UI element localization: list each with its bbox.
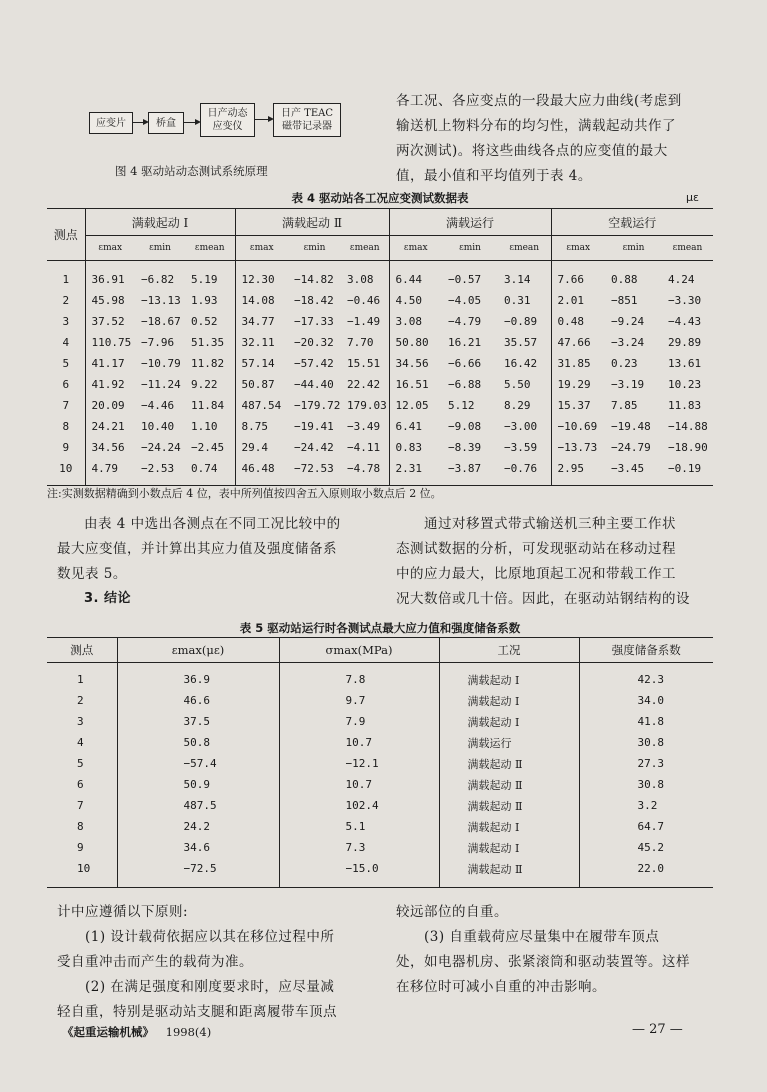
text-line: 况大数倍或几十倍。因此，在驱动站钢结构的设 xyxy=(396,591,690,607)
table-4-measure-header: 测点 xyxy=(47,209,85,261)
stress-cell: 102.4 xyxy=(279,795,439,816)
sub-header: εmin xyxy=(303,243,326,253)
measure-point-cell: 9 xyxy=(47,437,85,458)
table-cell: 0.31 xyxy=(498,290,551,311)
table-cell: 16.21 xyxy=(448,336,482,349)
table-cell: 1.10 xyxy=(185,416,235,437)
table-cell: 179.03 xyxy=(341,395,389,416)
table-cell: 35.57 xyxy=(498,332,551,353)
condition-cell: 满载起动 Ⅰ xyxy=(439,711,579,732)
table-cell: −2.45 xyxy=(185,437,235,458)
table-cell: 6.44 xyxy=(395,273,422,286)
table-cell: 7.70 xyxy=(341,332,389,353)
paragraph-top-right xyxy=(396,89,726,189)
sub-header: εmin xyxy=(149,243,171,253)
section-3-heading: 3. 结论 xyxy=(84,591,132,606)
table-cell: 37.52 xyxy=(91,315,125,328)
table-row xyxy=(47,732,713,753)
table-cell: 0.52 xyxy=(185,311,235,332)
table-cell: 45.98 xyxy=(91,294,125,307)
measure-point-cell: 1 xyxy=(47,269,85,290)
table-cell: −72.53 xyxy=(294,462,334,475)
table-5-header: 工况 xyxy=(439,638,579,663)
stress-cell: 9.7 xyxy=(279,690,439,711)
table-cell: 0.83 xyxy=(395,441,422,454)
table-cell: 36.91 xyxy=(91,273,125,286)
flow-box-label: 日产 TEAC 磁带记录器 xyxy=(280,108,334,132)
table-cell: 12.30 xyxy=(241,273,275,286)
measure-point-cell: 2 xyxy=(47,290,85,311)
table-cell: −24.42 xyxy=(294,441,334,454)
flow-arrow xyxy=(255,119,272,120)
table-cell: −57.42 xyxy=(294,357,334,370)
table-cell: 20.09 xyxy=(91,399,125,412)
table-5-header: 强度储备系数 xyxy=(611,643,681,657)
text-line: 各工况、各应变点的一段最大应力曲线(考虑到 xyxy=(396,93,682,109)
table-row xyxy=(47,816,713,837)
text-line: 在移位时可减小自重的冲击影响。 xyxy=(396,979,606,995)
flow-box-strain-gauge xyxy=(89,112,133,134)
measure-point-cell: 5 xyxy=(47,753,117,774)
text-line: 最大应变值，并计算出其应力值及强度储备系 xyxy=(57,541,337,557)
table-cell: −24.24 xyxy=(141,441,181,454)
table-cell: −0.89 xyxy=(498,311,551,332)
table-cell: −1.49 xyxy=(341,311,389,332)
measure-point-cell: 10 xyxy=(47,858,117,879)
condition-cell: 满载运行 xyxy=(439,732,579,753)
sub-header: εmax xyxy=(566,243,591,253)
condition-cell: 满载起动 Ⅰ xyxy=(439,816,579,837)
measure-point-cell: 7 xyxy=(47,395,85,416)
footer-journal xyxy=(62,1024,211,1040)
table-cell: 4.50 xyxy=(395,294,422,307)
table-cell: 487.54 xyxy=(241,399,282,412)
condition-cell: 满载起动 Ⅰ xyxy=(439,690,579,711)
table-cell: 5.50 xyxy=(498,374,551,395)
table-cell: −19.41 xyxy=(294,420,334,433)
table-5-header: σmax(MPa) xyxy=(279,638,439,663)
table-cell: −6.66 xyxy=(448,357,482,370)
condition-cell: 满载起动 Ⅱ xyxy=(439,795,579,816)
safety-factor-cell: 30.8 xyxy=(637,778,664,791)
table-cell: −14.82 xyxy=(294,273,334,286)
measure-point-cell: 2 xyxy=(47,690,117,711)
table-cell: −0.19 xyxy=(668,462,702,475)
table-cell: 10.23 xyxy=(668,378,702,391)
table-cell: 3.08 xyxy=(341,269,389,290)
table-cell: 34.56 xyxy=(91,441,125,454)
sub-header: εmin xyxy=(459,243,481,253)
safety-factor-cell: 45.2 xyxy=(637,841,664,854)
stress-cell: 7.9 xyxy=(279,711,439,732)
stress-cell: 10.7 xyxy=(279,774,439,795)
flow-arrow xyxy=(184,122,199,123)
table-row xyxy=(47,269,713,290)
table-cell: 50.87 xyxy=(241,378,275,391)
table-cell: −0.76 xyxy=(498,458,551,479)
table-cell: −4.05 xyxy=(448,294,482,307)
table-cell: −3.87 xyxy=(448,462,482,475)
table-cell: −6.82 xyxy=(141,273,175,286)
safety-factor-cell: 3.2 xyxy=(637,799,658,812)
table-cell: −13.73 xyxy=(557,441,598,454)
table-row xyxy=(47,290,713,311)
text-line: 输送机上物料分布的均匀性，满载起动共作了 xyxy=(396,118,676,134)
table-cell: 9.22 xyxy=(185,374,235,395)
page-number: — 27 — xyxy=(632,1022,683,1037)
stress-cell: −12.1 xyxy=(279,753,439,774)
table-cell: 6.41 xyxy=(395,420,422,433)
table-cell: 5.12 xyxy=(448,399,475,412)
table-4-group-header: 满载运行 xyxy=(389,209,551,236)
table-row xyxy=(47,711,713,732)
table-5 xyxy=(47,637,713,888)
paragraph-right-bottom xyxy=(396,900,726,1000)
table-cell: 16.42 xyxy=(498,353,551,374)
table-cell: −7.96 xyxy=(141,336,175,349)
table-cell: 110.75 xyxy=(91,336,132,349)
text-line: 处，如电器机房、张紧滚筒和驱动装置等。这样 xyxy=(396,954,690,970)
sub-header: εmean xyxy=(498,236,551,261)
text-line: (1) 设计载荷依据应以其在移位过程中所 xyxy=(85,929,335,945)
table-cell: −3.19 xyxy=(611,378,645,391)
sub-header: εmean xyxy=(341,236,389,261)
flow-box-label: 应变片 xyxy=(96,117,126,129)
paragraph-left-bottom xyxy=(57,900,377,1025)
table-cell: 31.85 xyxy=(557,357,591,370)
table-cell: −14.88 xyxy=(668,420,708,433)
table-cell: 22.42 xyxy=(341,374,389,395)
table-cell: 0.23 xyxy=(611,357,638,370)
strain-cell: −72.5 xyxy=(117,858,279,879)
table-cell: −18.42 xyxy=(294,294,334,307)
text-line: (3) 自重载荷应尽量集中在履带车顶点 xyxy=(424,929,660,945)
table-row xyxy=(47,837,713,858)
measure-point-cell: 9 xyxy=(47,837,117,858)
safety-factor-cell: 41.8 xyxy=(637,715,664,728)
table-cell: −17.33 xyxy=(294,315,334,328)
table-cell: −13.13 xyxy=(141,294,181,307)
table-cell: 0.88 xyxy=(611,273,638,286)
text-line: 由表 4 中选出各测点在不同工况比较中的 xyxy=(84,516,341,532)
table-cell: −0.57 xyxy=(448,273,482,286)
table-row xyxy=(47,774,713,795)
table-4 xyxy=(47,208,713,486)
condition-cell: 满载起动 Ⅰ xyxy=(439,837,579,858)
table-row xyxy=(47,311,713,332)
table-cell: −3.00 xyxy=(498,416,551,437)
table-cell: 4.79 xyxy=(91,462,118,475)
text-line: 受自重冲击而产生的载荷为准。 xyxy=(57,954,253,970)
table-cell: −3.45 xyxy=(611,462,645,475)
table-row xyxy=(47,374,713,395)
table-cell: 0.48 xyxy=(557,315,584,328)
table-cell: 11.82 xyxy=(185,353,235,374)
table-cell: 7.85 xyxy=(611,399,638,412)
text-line: 值，最小值和平均值列于表 4。 xyxy=(396,168,592,184)
measure-point-cell: 6 xyxy=(47,374,85,395)
condition-cell: 满载起动 Ⅱ xyxy=(439,858,579,879)
stress-cell: 7.3 xyxy=(279,837,439,858)
text-line: 较远部位的自重。 xyxy=(396,904,508,920)
stress-cell: −15.0 xyxy=(279,858,439,879)
table-row xyxy=(47,353,713,374)
table-cell: 3.14 xyxy=(498,269,551,290)
table-cell: 0.74 xyxy=(185,458,235,479)
table-cell: 2.31 xyxy=(395,462,422,475)
sub-header: εmean xyxy=(185,236,235,261)
table-cell: 57.14 xyxy=(241,357,275,370)
measure-point-cell: 4 xyxy=(47,332,85,353)
table-cell: −3.59 xyxy=(498,437,551,458)
strain-cell: 50.9 xyxy=(117,774,279,795)
table-row xyxy=(47,690,713,711)
table-cell: −24.79 xyxy=(611,441,651,454)
table-row xyxy=(47,858,713,879)
table-cell: −4.43 xyxy=(668,315,702,328)
table-cell: 2.01 xyxy=(557,294,584,307)
strain-cell: 34.6 xyxy=(117,837,279,858)
table-row xyxy=(47,416,713,437)
table-cell: −4.46 xyxy=(141,399,175,412)
table-cell: 4.24 xyxy=(668,273,695,286)
table-cell: 24.21 xyxy=(91,420,125,433)
table-cell: −18.67 xyxy=(141,315,181,328)
safety-factor-cell: 42.3 xyxy=(637,673,664,686)
table-4-group-header: 满载起动 Ⅰ xyxy=(85,209,235,236)
table-cell: −11.24 xyxy=(141,378,181,391)
paragraph-right-mid xyxy=(396,512,726,612)
table-4-group-header: 满载起动 Ⅱ xyxy=(235,209,389,236)
strain-cell: −57.4 xyxy=(117,753,279,774)
table-cell: −4.78 xyxy=(341,458,389,479)
table-cell: −19.48 xyxy=(611,420,651,433)
table-row xyxy=(47,753,713,774)
measure-point-cell: 6 xyxy=(47,774,117,795)
table-4-unit: με xyxy=(686,191,699,204)
flow-box-strain-meter xyxy=(200,103,255,137)
table-cell: 8.29 xyxy=(498,395,551,416)
text-line: 两次测试)。将这些曲线各点的应变值的最大 xyxy=(396,143,668,159)
table-cell: 34.77 xyxy=(241,315,275,328)
table-cell: 50.80 xyxy=(395,336,429,349)
journal-name: 《起重运输机械》 xyxy=(62,1025,154,1039)
table-row xyxy=(47,458,713,479)
table-4-caption: 表 4 驱动站各工况应变测试数据表 xyxy=(291,191,469,205)
table-cell: 14.08 xyxy=(241,294,275,307)
flow-box-tape-recorder xyxy=(273,103,341,137)
strain-cell: 37.5 xyxy=(117,711,279,732)
journal-issue: 1998(4) xyxy=(165,1025,212,1039)
table-cell: 34.56 xyxy=(395,357,429,370)
sub-header: εmax xyxy=(249,243,274,253)
flow-arrow xyxy=(133,122,147,123)
table-cell: 19.29 xyxy=(557,378,591,391)
table-4-note: 注:实测数据精确到小数点后 4 位，表中所列值按四舍五入原则取小数点后 2 位。 xyxy=(47,487,442,500)
table-row xyxy=(47,395,713,416)
table-5-header: 测点 xyxy=(47,638,117,663)
safety-factor-cell: 34.0 xyxy=(637,694,664,707)
table-cell: 1.93 xyxy=(185,290,235,311)
table-cell: 11.84 xyxy=(185,395,235,416)
table-cell: −851 xyxy=(611,294,638,307)
sub-header: εmax xyxy=(98,243,123,253)
table-row xyxy=(47,332,713,353)
table-cell: −3.24 xyxy=(611,336,645,349)
flow-box-bridge xyxy=(148,112,184,134)
table-cell: −4.79 xyxy=(448,315,482,328)
text-line: 态测试数据的分析，可发现驱动站在移动过程 xyxy=(396,541,676,557)
table-cell: 11.83 xyxy=(668,399,702,412)
table-5-body xyxy=(47,669,713,879)
condition-cell: 满载起动 Ⅱ xyxy=(439,753,579,774)
flow-box-label: 日产动态 应变仪 xyxy=(207,108,248,132)
measure-point-cell: 3 xyxy=(47,311,85,332)
table-cell: 47.66 xyxy=(557,336,591,349)
table-cell: 3.08 xyxy=(395,315,422,328)
flow-box-label: 桥盒 xyxy=(156,117,176,129)
table-cell: 12.05 xyxy=(395,399,429,412)
table-cell: 29.89 xyxy=(668,336,702,349)
strain-cell: 36.9 xyxy=(117,669,279,690)
text-line: 中的应力最大，比原地頂起工况和带载工作工 xyxy=(396,566,676,582)
table-cell: 7.66 xyxy=(557,273,584,286)
safety-factor-cell: 30.8 xyxy=(637,736,664,749)
table-cell: −3.49 xyxy=(341,416,389,437)
safety-factor-cell: 22.0 xyxy=(637,862,664,875)
table-cell: −8.39 xyxy=(448,441,482,454)
text-line: 通过对移置式带式输送机三种主要工作状 xyxy=(424,516,676,532)
table-cell: 29.4 xyxy=(241,441,268,454)
table-row xyxy=(47,437,713,458)
table-cell: −6.88 xyxy=(448,378,482,391)
stress-cell: 10.7 xyxy=(279,732,439,753)
table-cell: −179.72 xyxy=(294,399,341,412)
table-cell: 8.75 xyxy=(241,420,268,433)
table-cell: −44.40 xyxy=(294,378,334,391)
table-cell: −9.08 xyxy=(448,420,482,433)
safety-factor-cell: 64.7 xyxy=(637,820,664,833)
table-4-group-header: 空载运行 xyxy=(608,215,657,230)
table-4-body xyxy=(47,269,713,479)
table-cell: 46.48 xyxy=(241,462,275,475)
strain-cell: 50.8 xyxy=(117,732,279,753)
condition-cell: 满载起动 Ⅰ xyxy=(439,669,579,690)
sub-header: εmin xyxy=(622,243,645,253)
table-cell: 16.51 xyxy=(395,378,429,391)
measure-point-cell: 8 xyxy=(47,416,85,437)
table-cell: 13.61 xyxy=(668,357,702,370)
table-cell: −2.53 xyxy=(141,462,175,475)
table-cell: 41.92 xyxy=(91,378,125,391)
table-5-caption: 表 5 驱动站运行时各测试点最大应力值和强度储备系数 xyxy=(239,621,521,635)
sub-header: εmax xyxy=(403,243,428,253)
table-cell: 2.95 xyxy=(557,462,584,475)
strain-cell: 487.5 xyxy=(117,795,279,816)
stress-cell: 7.8 xyxy=(279,669,439,690)
table-cell: −3.30 xyxy=(668,294,702,307)
table-cell: 15.37 xyxy=(557,399,591,412)
table-cell: 15.51 xyxy=(341,353,389,374)
condition-cell: 满载起动 Ⅱ xyxy=(439,774,579,795)
measure-point-cell: 3 xyxy=(47,711,117,732)
table-cell: −20.32 xyxy=(294,336,334,349)
measure-point-cell: 5 xyxy=(47,353,85,374)
text-line: 数见表 5。 xyxy=(57,566,127,582)
text-line: 计中应遵循以下原则: xyxy=(57,904,189,920)
strain-cell: 46.6 xyxy=(117,690,279,711)
table-cell: 10.40 xyxy=(141,420,175,433)
safety-factor-cell: 27.3 xyxy=(637,757,664,770)
measure-point-cell: 7 xyxy=(47,795,117,816)
strain-cell: 24.2 xyxy=(117,816,279,837)
measure-point-cell: 1 xyxy=(47,669,117,690)
table-cell: −9.24 xyxy=(611,315,645,328)
paragraph-left-mid xyxy=(57,512,377,587)
measure-point-cell: 4 xyxy=(47,732,117,753)
table-cell: −10.79 xyxy=(141,357,181,370)
table-5-header: εmax(με) xyxy=(117,638,279,663)
table-cell: −0.46 xyxy=(341,290,389,311)
table-cell: 51.35 xyxy=(185,332,235,353)
sub-header: εmean xyxy=(672,243,703,253)
measure-point-cell: 8 xyxy=(47,816,117,837)
figure-4-caption: 图 4 驱动站动态测试系统原理 xyxy=(115,164,268,178)
table-cell: 41.17 xyxy=(91,357,125,370)
text-line: 轻自重，特别是驱动站支腿和距离履带车顶点 xyxy=(57,1004,337,1020)
stress-cell: 5.1 xyxy=(279,816,439,837)
table-cell: −18.90 xyxy=(668,441,708,454)
table-cell: 5.19 xyxy=(185,269,235,290)
text-line: (2) 在满足强度和刚度要求时，应尽量减 xyxy=(85,979,335,995)
table-cell: −10.69 xyxy=(557,420,598,433)
table-cell: 32.11 xyxy=(241,336,275,349)
table-row xyxy=(47,669,713,690)
table-cell: −4.11 xyxy=(341,437,389,458)
table-row xyxy=(47,795,713,816)
measure-point-cell: 10 xyxy=(47,458,85,479)
